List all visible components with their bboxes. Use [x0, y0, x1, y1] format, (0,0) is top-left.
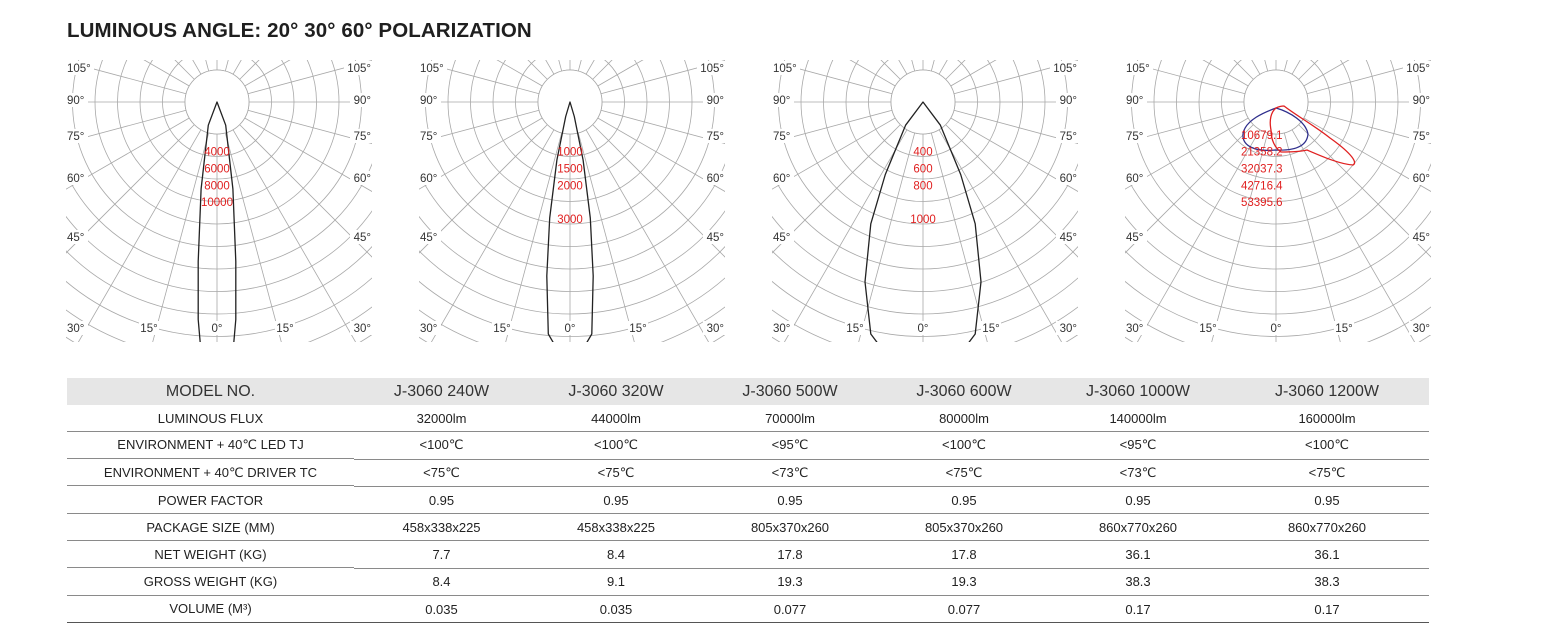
- angle-label: 45°: [773, 232, 791, 244]
- table-row: [67, 541, 1429, 568]
- table-cell: <73℃: [703, 459, 877, 486]
- polar-hub: [1244, 70, 1308, 134]
- table-row: [67, 568, 1429, 595]
- grid-spoke: [819, 133, 914, 342]
- table-cell: <100℃: [354, 432, 529, 459]
- table-cell: 0.95: [877, 486, 1051, 513]
- angle-label: 90°: [773, 95, 791, 107]
- table-cell: 17.8: [877, 541, 1051, 568]
- table-cell: 0.95: [1051, 486, 1225, 513]
- ring-value-label: 10679.1: [1241, 129, 1283, 142]
- table-cell: 0.17: [1051, 596, 1225, 623]
- table-header-row: [67, 378, 1429, 405]
- grid-spoke: [113, 133, 208, 342]
- table-cell: 8.4: [529, 541, 703, 568]
- angle-label: 90°: [353, 95, 371, 107]
- ring-value-label: 1000: [557, 146, 583, 159]
- table-cell: 0.95: [354, 486, 529, 513]
- table-cell: 8.4: [354, 568, 529, 595]
- angle-label: 15°: [1335, 323, 1353, 335]
- angle-label: 90°: [67, 95, 85, 107]
- table-cell: 458x338x225: [354, 514, 529, 541]
- angle-label: 30°: [353, 323, 371, 335]
- table-cell: 458x338x225: [529, 514, 703, 541]
- angle-label: 45°: [67, 232, 85, 244]
- row-label: PACKAGE SIZE (MM): [67, 514, 354, 541]
- header-cell: J-3060 1200W: [1225, 378, 1429, 405]
- table-cell: 0.95: [1225, 486, 1429, 513]
- table-cell: 19.3: [703, 568, 877, 595]
- table-cell: 140000lm: [1051, 405, 1225, 432]
- table-cell: 36.1: [1051, 541, 1225, 568]
- row-label: NET WEIGHT (KG): [67, 541, 354, 568]
- angle-label: 75°: [67, 131, 85, 143]
- table-cell: 0.17: [1225, 596, 1429, 623]
- table-cell: 17.8: [703, 541, 877, 568]
- angle-label: 15°: [140, 323, 158, 335]
- polar-diagram-4: [1125, 60, 1431, 342]
- angle-label: 15°: [493, 323, 511, 335]
- grid-spoke: [931, 133, 1026, 342]
- angle-label: 105°: [67, 63, 91, 75]
- page-title: LUMINOUS ANGLE: 20° 30° 60° POLARIZATION: [67, 19, 532, 42]
- table-cell: <95℃: [703, 432, 877, 459]
- angle-label: 30°: [67, 323, 85, 335]
- ring-value-label: 3000: [557, 213, 583, 226]
- angle-label: 75°: [1126, 131, 1144, 143]
- grid-spoke: [951, 118, 1078, 302]
- angle-label: 90°: [706, 95, 724, 107]
- angle-label: 45°: [1059, 232, 1077, 244]
- table-row: [67, 514, 1429, 541]
- ring-value-label: 800: [913, 180, 933, 193]
- angle-label: 75°: [420, 131, 438, 143]
- angle-label: 15°: [276, 323, 294, 335]
- angle-label: 90°: [1412, 95, 1430, 107]
- ring-value-label: 2000: [557, 180, 583, 193]
- row-label: GROSS WEIGHT (KG): [67, 568, 354, 595]
- angle-label: 105°: [420, 63, 444, 75]
- grid-spoke: [598, 118, 725, 302]
- angle-label: 0°: [1270, 323, 1282, 335]
- ring-value-label: 42716.4: [1241, 180, 1283, 193]
- ring-values: [910, 147, 936, 226]
- angle-label: 60°: [706, 173, 724, 185]
- table-cell: 860x770x260: [1225, 514, 1429, 541]
- row-label: POWER FACTOR: [67, 486, 354, 513]
- angle-label: 0°: [211, 323, 223, 335]
- table-cell: 0.95: [529, 486, 703, 513]
- header-cell: J-3060 600W: [877, 378, 1051, 405]
- angle-label: 45°: [353, 232, 371, 244]
- ring-value-label: 1500: [557, 163, 583, 176]
- angle-label: 30°: [1059, 323, 1077, 335]
- angle-label: 90°: [420, 95, 438, 107]
- table-row: [67, 596, 1429, 623]
- angle-label: 60°: [1059, 173, 1077, 185]
- table-cell: <95℃: [1051, 432, 1225, 459]
- polar-diagram-3: [772, 60, 1078, 342]
- angle-label: 60°: [420, 173, 438, 185]
- table-cell: 860x770x260: [1051, 514, 1225, 541]
- table-cell: <75℃: [877, 459, 1051, 486]
- table-cell: 9.1: [529, 568, 703, 595]
- table-cell: 32000lm: [354, 405, 529, 432]
- polar-diagram-svg: [772, 60, 1078, 342]
- angle-label: 30°: [773, 323, 791, 335]
- angle-label: 15°: [629, 323, 647, 335]
- table-cell: 0.035: [529, 596, 703, 623]
- header-cell: J-3060 500W: [703, 378, 877, 405]
- row-label: ENVIRONMENT + 40℃ LED TJ: [67, 432, 354, 459]
- table-cell: 160000lm: [1225, 405, 1429, 432]
- angle-label: 45°: [706, 232, 724, 244]
- polar-diagram-1: [66, 60, 372, 342]
- table-cell: 80000lm: [877, 405, 1051, 432]
- polar-diagram-2: [419, 60, 725, 342]
- angle-label: 60°: [353, 173, 371, 185]
- angle-label: 15°: [846, 323, 864, 335]
- table-cell: <75℃: [529, 459, 703, 486]
- header-cell: J-3060 1000W: [1051, 378, 1225, 405]
- polar-diagram-svg: [1125, 60, 1431, 342]
- angle-label: 105°: [1053, 63, 1077, 75]
- angle-label: 75°: [353, 131, 371, 143]
- grid-spoke: [225, 133, 320, 342]
- table-cell: 44000lm: [529, 405, 703, 432]
- polar-diagram-svg: [419, 60, 725, 342]
- table-row: [67, 459, 1429, 486]
- angle-label: 105°: [773, 63, 797, 75]
- row-label: VOLUME (M³): [67, 596, 354, 623]
- table-cell: 0.077: [877, 596, 1051, 623]
- angle-label: 105°: [1126, 63, 1150, 75]
- table-cell: <100℃: [529, 432, 703, 459]
- spec-table: [67, 378, 1429, 623]
- angle-label: 105°: [347, 63, 371, 75]
- polar-diagram-svg: [66, 60, 372, 342]
- table-cell: 36.1: [1225, 541, 1429, 568]
- grid-spoke: [1284, 133, 1379, 342]
- angle-label: 105°: [1406, 63, 1430, 75]
- angle-label: 45°: [1412, 232, 1430, 244]
- angle-label: 60°: [773, 173, 791, 185]
- table-cell: 70000lm: [703, 405, 877, 432]
- angle-label: 60°: [1126, 173, 1144, 185]
- header-cell: J-3060 320W: [529, 378, 703, 405]
- angle-label: 30°: [420, 323, 438, 335]
- angle-label: 15°: [1199, 323, 1217, 335]
- angle-label: 0°: [564, 323, 576, 335]
- ring-value-label: 8000: [204, 180, 230, 193]
- grid-spoke: [245, 118, 372, 302]
- header-cell: J-3060 240W: [354, 378, 529, 405]
- row-label: LUMINOUS FLUX: [67, 405, 354, 432]
- table-cell: 805x370x260: [877, 514, 1051, 541]
- table-cell: <75℃: [1225, 459, 1429, 486]
- ring-values: [1241, 130, 1283, 209]
- ring-value-label: 600: [913, 163, 933, 176]
- row-label: ENVIRONMENT + 40℃ DRIVER TC: [67, 459, 354, 486]
- ring-value-label: 4000: [204, 146, 230, 159]
- angle-label: 30°: [1412, 323, 1430, 335]
- angle-label: 105°: [700, 63, 724, 75]
- ring-value-label: 400: [913, 146, 933, 159]
- angle-label: 75°: [1412, 131, 1430, 143]
- angle-label: 30°: [1126, 323, 1144, 335]
- grid-spoke: [1304, 118, 1431, 302]
- table-cell: <100℃: [1225, 432, 1429, 459]
- table-cell: 0.95: [703, 486, 877, 513]
- angle-label: 75°: [1059, 131, 1077, 143]
- angle-label: 75°: [773, 131, 791, 143]
- ring-values: [557, 147, 583, 226]
- header-cell: MODEL NO.: [67, 378, 354, 405]
- angle-label: 15°: [982, 323, 1000, 335]
- table-cell: 38.3: [1225, 568, 1429, 595]
- table-cell: 0.035: [354, 596, 529, 623]
- ring-value-label: 53395.6: [1241, 197, 1283, 210]
- angle-label: 75°: [706, 131, 724, 143]
- table-row: [67, 486, 1429, 513]
- table-row: [67, 405, 1429, 432]
- table-cell: 38.3: [1051, 568, 1225, 595]
- table-cell: <75℃: [354, 459, 529, 486]
- ring-value-label: 32037.3: [1241, 163, 1283, 176]
- angle-label: 90°: [1059, 95, 1077, 107]
- table-cell: 0.077: [703, 596, 877, 623]
- angle-label: 30°: [706, 323, 724, 335]
- ring-value-label: 1000: [910, 213, 936, 226]
- table-cell: 805x370x260: [703, 514, 877, 541]
- table-row: [67, 432, 1429, 459]
- table-cell: 7.7: [354, 541, 529, 568]
- angle-label: 90°: [1126, 95, 1144, 107]
- table-cell: <100℃: [877, 432, 1051, 459]
- table-cell: 19.3: [877, 568, 1051, 595]
- angle-label: 60°: [67, 173, 85, 185]
- angle-label: 45°: [1126, 232, 1144, 244]
- ring-value-label: 10000: [201, 197, 233, 210]
- angle-label: 45°: [420, 232, 438, 244]
- angle-label: 60°: [1412, 173, 1430, 185]
- ring-value-label: 6000: [204, 163, 230, 176]
- angle-label: 0°: [917, 323, 929, 335]
- ring-value-label: 21358.2: [1241, 146, 1283, 159]
- table-cell: <73℃: [1051, 459, 1225, 486]
